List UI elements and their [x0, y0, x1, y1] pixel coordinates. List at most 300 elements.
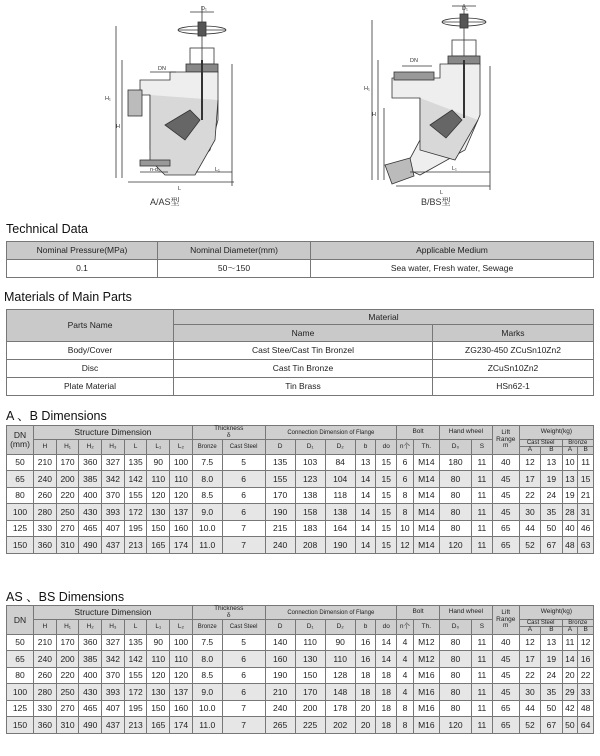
th-weight-b: B: [578, 447, 594, 455]
th-weight-a: A: [562, 627, 578, 635]
table-cell: 11: [472, 717, 493, 734]
td-material-marks: HSn62-1: [433, 378, 594, 396]
table-cell: 31: [578, 504, 594, 521]
table-cell: M14: [413, 454, 439, 471]
table-cell: 120: [439, 537, 471, 554]
table-cell: 14: [355, 487, 376, 504]
table-cell: 7.5: [192, 454, 222, 471]
table-cell: 65: [7, 651, 34, 668]
table-cell: 240: [265, 537, 295, 554]
table-cell: 11: [472, 537, 493, 554]
table-cell: 18: [376, 700, 397, 717]
table-cell: 393: [102, 684, 125, 701]
th-d0: D₀: [439, 620, 471, 635]
table-cell: 24: [541, 487, 562, 504]
table-cell: 10: [562, 454, 578, 471]
table-cell: 213: [124, 537, 147, 554]
table-cell: 80: [439, 700, 471, 717]
table-cell: 150: [147, 700, 170, 717]
table-cell: 90: [325, 634, 355, 651]
table-cell: 14: [355, 471, 376, 488]
table-cell: 465: [79, 700, 102, 717]
table-cell: 6: [222, 487, 265, 504]
td-part: Plate Material: [7, 378, 174, 396]
th-lift: Lift Range m: [492, 426, 519, 455]
table-cell: 48: [578, 700, 594, 717]
th-th: Th.: [413, 620, 439, 635]
table-row: [7, 471, 594, 488]
table-cell: 120: [147, 667, 170, 684]
table-cell: 22: [578, 667, 594, 684]
table-cell: 128: [325, 667, 355, 684]
th-weight-cast-steel: Cast Steel: [519, 440, 562, 447]
asbs-rows: [7, 634, 594, 733]
table-cell: 360: [34, 717, 57, 734]
table-cell: 11.0: [192, 537, 222, 554]
table-cell: 22: [519, 487, 540, 504]
td-material-name: Cast Stee/Cast Tin Bronzel: [174, 342, 433, 360]
caption-a-as: A/AS型: [150, 197, 180, 207]
table-cell: 52: [519, 717, 540, 734]
table-cell: 80: [439, 634, 471, 651]
th-weight-bronze: Bronze: [562, 440, 593, 447]
table-cell: 100: [170, 454, 193, 471]
label-h1-b: H₁: [364, 86, 370, 92]
table-cell: 360: [79, 634, 102, 651]
table-cell: 137: [170, 504, 193, 521]
table-cell: 125: [7, 700, 34, 717]
th-s: S: [472, 620, 493, 635]
table-cell: 110: [170, 471, 193, 488]
table-cell: 118: [325, 487, 355, 504]
table-cell: 10: [397, 520, 414, 537]
th-weight-a: A: [562, 447, 578, 455]
table-cell: 110: [325, 651, 355, 668]
table-cell: 11: [562, 634, 578, 651]
table-cell: 44: [519, 700, 540, 717]
label-h1-a: H₁: [105, 96, 111, 102]
table-cell: 8: [397, 487, 414, 504]
table-cell: 135: [265, 454, 295, 471]
th-h: H: [34, 440, 57, 455]
th-th: Th.: [413, 440, 439, 455]
table-cell: 13: [541, 454, 562, 471]
table-cell: 5: [222, 454, 265, 471]
table-cell: 8: [397, 504, 414, 521]
table-cell: 50: [541, 520, 562, 537]
table-cell: 11: [472, 684, 493, 701]
table-cell: 110: [170, 651, 193, 668]
table-cell: 135: [124, 454, 147, 471]
table-cell: 67: [541, 717, 562, 734]
table-cell: 103: [295, 454, 325, 471]
th-weight-a: A: [519, 627, 540, 635]
table-cell: 65: [492, 520, 519, 537]
table-cell: 4: [397, 667, 414, 684]
td-material-name: Tin Brass: [174, 378, 433, 396]
label-l-a: L: [178, 186, 182, 192]
materials-title: Materials of Main Parts: [4, 290, 132, 304]
th-nominal-pressure: Nominal Pressure(MPa): [7, 242, 158, 260]
table-cell: 370: [102, 487, 125, 504]
table-cell: 84: [325, 454, 355, 471]
materials-table: [6, 309, 594, 396]
table-cell: 45: [492, 667, 519, 684]
table-cell: 150: [295, 667, 325, 684]
table-cell: 12: [397, 537, 414, 554]
table-cell: 172: [124, 684, 147, 701]
table-cell: 40: [492, 454, 519, 471]
table-cell: 7: [222, 537, 265, 554]
table-cell: 490: [79, 537, 102, 554]
table-cell: 7: [222, 520, 265, 537]
table-cell: 393: [102, 504, 125, 521]
th-applicable-medium: Applicable Medium: [311, 242, 594, 260]
table-row: [7, 504, 594, 521]
th-cast-steel: Cast Steel: [222, 440, 265, 455]
table-cell: 170: [56, 634, 79, 651]
table-cell: 150: [7, 537, 34, 554]
table-cell: 135: [124, 634, 147, 651]
table-cell: 190: [265, 667, 295, 684]
th-d: D: [265, 440, 295, 455]
th-weight-b: B: [541, 627, 562, 635]
table-cell: 15: [578, 471, 594, 488]
table-cell: 190: [325, 537, 355, 554]
table-cell: 11: [472, 504, 493, 521]
table-cell: 80: [439, 520, 471, 537]
table-cell: 210: [265, 684, 295, 701]
valve-drawings: [0, 0, 600, 212]
table-cell: 160: [265, 651, 295, 668]
label-l-b: L: [440, 190, 444, 196]
table-cell: 18: [355, 667, 376, 684]
th-d0: D₀: [439, 440, 471, 455]
table-cell: 21: [578, 487, 594, 504]
table-cell: 16: [355, 634, 376, 651]
table-cell: 80: [7, 667, 34, 684]
table-cell: 330: [34, 520, 57, 537]
label-h-a: H: [116, 124, 120, 130]
table-cell: 65: [492, 700, 519, 717]
table-cell: 17: [519, 651, 540, 668]
table-cell: 18: [376, 717, 397, 734]
table-cell: 138: [295, 487, 325, 504]
table-cell: 104: [325, 471, 355, 488]
table-cell: 18: [376, 667, 397, 684]
table-cell: 125: [7, 520, 34, 537]
table-cell: 120: [170, 487, 193, 504]
label-d1-b: D₁: [462, 6, 468, 12]
table-cell: 13: [541, 634, 562, 651]
drawing-b-bs: [372, 4, 490, 190]
table-cell: 15: [376, 454, 397, 471]
label-dn-a: DN: [158, 66, 166, 72]
table-cell: 35: [541, 504, 562, 521]
table-cell: 80: [439, 667, 471, 684]
table-cell: 19: [562, 487, 578, 504]
drawing-a-as: [116, 6, 234, 186]
table-cell: 4: [397, 634, 414, 651]
table-cell: 155: [265, 471, 295, 488]
table-cell: 240: [34, 471, 57, 488]
table-cell: 170: [56, 454, 79, 471]
table-cell: 100: [170, 634, 193, 651]
table-cell: 370: [102, 667, 125, 684]
th-bronze: Bronze: [192, 440, 222, 455]
th-h2: H₂: [79, 620, 102, 635]
table-cell: 15: [376, 504, 397, 521]
table-cell: 50: [541, 700, 562, 717]
td-part: Body/Cover: [7, 342, 174, 360]
table-cell: 160: [170, 700, 193, 717]
table-cell: 11.0: [192, 717, 222, 734]
table-cell: 13: [562, 471, 578, 488]
table-cell: 80: [439, 651, 471, 668]
th-handwheel: Hand wheel: [439, 426, 492, 440]
table-cell: 7.5: [192, 634, 222, 651]
table-cell: 310: [56, 717, 79, 734]
table-cell: 342: [102, 651, 125, 668]
table-cell: 22: [519, 667, 540, 684]
table-cell: 16: [578, 651, 594, 668]
th-s: S: [472, 440, 493, 455]
table-cell: 40: [492, 634, 519, 651]
table-cell: 29: [562, 684, 578, 701]
table-cell: 437: [102, 717, 125, 734]
table-cell: 190: [265, 504, 295, 521]
label-dn-b: DN: [410, 58, 418, 64]
table-cell: 172: [124, 504, 147, 521]
table-cell: 12: [578, 634, 594, 651]
table-cell: 400: [79, 487, 102, 504]
table-cell: 170: [265, 487, 295, 504]
table-cell: M14: [413, 520, 439, 537]
th-h3: H₃: [102, 620, 125, 635]
th-h1: H₁: [56, 620, 79, 635]
table-cell: 208: [295, 537, 325, 554]
table-cell: 80: [7, 487, 34, 504]
table-cell: 10.0: [192, 700, 222, 717]
table-cell: 327: [102, 454, 125, 471]
th-l: L: [124, 440, 147, 455]
table-cell: 20: [355, 700, 376, 717]
table-cell: 130: [147, 684, 170, 701]
table-cell: 160: [170, 520, 193, 537]
table-cell: 8: [397, 700, 414, 717]
th-d2: D₂: [325, 620, 355, 635]
table-cell: 12: [519, 634, 540, 651]
table-cell: 280: [34, 504, 57, 521]
th-h: H: [34, 620, 57, 635]
table-cell: 50: [7, 634, 34, 651]
table-cell: 45: [492, 504, 519, 521]
table-cell: 6: [222, 684, 265, 701]
th-bronze: Bronze: [192, 620, 222, 635]
table-cell: 270: [56, 700, 79, 717]
table-cell: 240: [265, 700, 295, 717]
table-cell: 7: [222, 717, 265, 734]
table-cell: 20: [355, 717, 376, 734]
table-cell: M16: [413, 717, 439, 734]
table-cell: M14: [413, 537, 439, 554]
table-cell: 400: [79, 667, 102, 684]
table-cell: 64: [578, 717, 594, 734]
table-cell: 110: [147, 651, 170, 668]
table-cell: 11: [472, 454, 493, 471]
table-cell: 28: [562, 504, 578, 521]
table-cell: 123: [295, 471, 325, 488]
table-cell: 385: [79, 651, 102, 668]
table-cell: 50: [7, 454, 34, 471]
table-cell: 11: [472, 634, 493, 651]
table-cell: 142: [124, 651, 147, 668]
table-cell: M14: [413, 487, 439, 504]
table-cell: 100: [7, 504, 34, 521]
table-cell: 45: [492, 487, 519, 504]
th-bolt: Bolt: [397, 426, 440, 440]
table-cell: 360: [34, 537, 57, 554]
table-cell: 213: [124, 717, 147, 734]
table-cell: 15: [376, 471, 397, 488]
th-weight-cast-steel: Cast Steel: [519, 620, 562, 627]
th-l1: L₁: [147, 620, 170, 635]
td-applicable-medium: Sea water, Fresh water, Sewage: [311, 260, 594, 278]
th-b: b: [355, 440, 376, 455]
table-cell: M12: [413, 651, 439, 668]
table-cell: 120: [170, 667, 193, 684]
table-cell: 90: [147, 454, 170, 471]
table-row: [7, 520, 594, 537]
th-weight-a: A: [519, 447, 540, 455]
table-cell: 142: [124, 471, 147, 488]
table-cell: 14: [376, 634, 397, 651]
table-cell: 330: [34, 700, 57, 717]
td-material-marks: ZCuSn10Zn2: [433, 360, 594, 378]
table-cell: 17: [519, 471, 540, 488]
th-weight-b: B: [541, 447, 562, 455]
table-cell: 14: [376, 651, 397, 668]
table-cell: 4: [397, 684, 414, 701]
table-cell: 15: [376, 487, 397, 504]
table-cell: 240: [34, 651, 57, 668]
table-cell: 67: [541, 537, 562, 554]
th-l2: L₂: [170, 440, 193, 455]
table-row: [7, 634, 594, 651]
table-cell: 8.0: [192, 651, 222, 668]
table-cell: 48: [562, 537, 578, 554]
table-cell: 18: [376, 684, 397, 701]
table-cell: 200: [56, 651, 79, 668]
table-cell: 14: [562, 651, 578, 668]
table-cell: 30: [519, 684, 540, 701]
table-cell: 6: [397, 454, 414, 471]
table-row: [7, 717, 594, 734]
table-cell: 18: [355, 684, 376, 701]
table-cell: 6: [222, 504, 265, 521]
table-cell: 170: [295, 684, 325, 701]
table-cell: 8.5: [192, 487, 222, 504]
table-cell: 202: [325, 717, 355, 734]
table-cell: 40: [562, 520, 578, 537]
th-h2: H₂: [79, 440, 102, 455]
table-cell: 195: [124, 700, 147, 717]
table-cell: 30: [519, 504, 540, 521]
table-cell: 220: [56, 667, 79, 684]
table-cell: 183: [295, 520, 325, 537]
table-cell: 165: [147, 717, 170, 734]
th-marks: Marks: [433, 325, 594, 342]
table-cell: 430: [79, 504, 102, 521]
table-cell: 6: [222, 667, 265, 684]
table-cell: 9.0: [192, 684, 222, 701]
table-cell: 15: [376, 520, 397, 537]
table-cell: 11: [472, 471, 493, 488]
table-cell: 210: [34, 634, 57, 651]
table-cell: 327: [102, 634, 125, 651]
table-cell: 46: [578, 520, 594, 537]
table-cell: M16: [413, 700, 439, 717]
table-cell: 50: [562, 717, 578, 734]
th-weight: Weight(kg): [519, 426, 593, 440]
th-name: Name: [174, 325, 433, 342]
table-cell: 120: [439, 717, 471, 734]
table-cell: 5: [222, 634, 265, 651]
table-cell: M14: [413, 504, 439, 521]
th-h1: H₁: [56, 440, 79, 455]
table-cell: 80: [439, 684, 471, 701]
th-structure: Structure Dimension: [34, 426, 193, 440]
table-cell: M14: [413, 471, 439, 488]
th-d1: D₁: [295, 440, 325, 455]
table-row: [7, 537, 594, 554]
th-l: L: [124, 620, 147, 635]
table-cell: 280: [34, 684, 57, 701]
th-dn: DN: [7, 606, 34, 635]
table-cell: 24: [541, 667, 562, 684]
th-thickness: Thickness δ: [192, 606, 265, 620]
table-cell: 11: [472, 487, 493, 504]
table-cell: 250: [56, 684, 79, 701]
asbs-dimensions-title: AS 、BS Dimensions: [6, 590, 125, 604]
table-cell: 265: [265, 717, 295, 734]
th-n: n个: [397, 440, 414, 455]
table-cell: M16: [413, 684, 439, 701]
table-cell: 200: [295, 700, 325, 717]
table-cell: 100: [7, 684, 34, 701]
table-cell: 155: [124, 667, 147, 684]
table-cell: 158: [295, 504, 325, 521]
table-cell: 52: [519, 537, 540, 554]
table-cell: 310: [56, 537, 79, 554]
table-cell: 148: [325, 684, 355, 701]
table-cell: 465: [79, 520, 102, 537]
table-cell: 11: [472, 667, 493, 684]
th-weight-b: B: [578, 627, 594, 635]
table-cell: 220: [56, 487, 79, 504]
table-cell: 45: [492, 471, 519, 488]
td-material-marks: ZG230-450 ZCuSn10Zn2: [433, 342, 594, 360]
table-cell: 174: [170, 717, 193, 734]
table-cell: 65: [492, 717, 519, 734]
table-cell: 45: [492, 684, 519, 701]
table-cell: 80: [439, 504, 471, 521]
th-h3: H₃: [102, 440, 125, 455]
th-cast-steel: Cast Steel: [222, 620, 265, 635]
th-thickness: Thickness δ: [192, 426, 265, 440]
table-cell: 140: [265, 634, 295, 651]
th-material: Material: [174, 310, 594, 325]
